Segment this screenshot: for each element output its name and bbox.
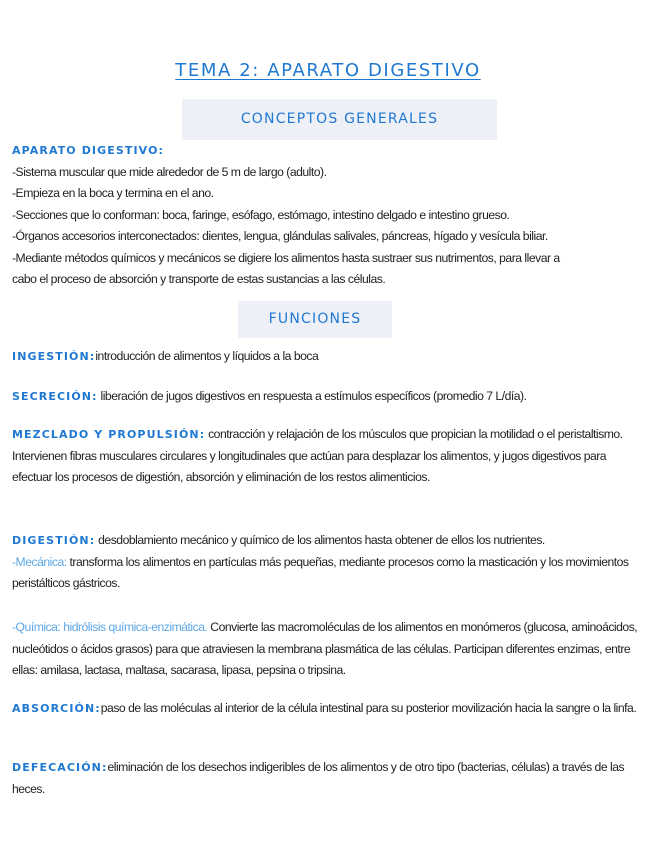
defecacion-heading: DEFECACIÓN: [12, 761, 108, 774]
aparato-line: -Empieza en la boca y termina en el ano. [12, 186, 214, 200]
aparato-heading: APARATO DIGESTIVO: [12, 144, 165, 157]
digestion-text: desdoblamiento mecánico y químico de los alimentos hasta obtener de ellos los nutrientes. [95, 533, 545, 547]
absorcion-section [12, 698, 638, 720]
section-banner-conceptos: CONCEPTOS GENERALES [182, 99, 497, 140]
secrecion-heading: SECRECIÓN: [12, 390, 98, 403]
aparato-line: -Secciones que lo conforman: boca, faringe, esófago, estómago, intestino delgado e intestino grueso. [12, 207, 510, 222]
absorcion-text: paso de las moléculas al interior de la célula intestinal para su posterior movilización hacia la sangre o la linfa. [100, 701, 637, 715]
aparato-line: cabo el proceso de absorción y transporte de estas sustancias a las células. [12, 272, 386, 286]
aparato-line: -Órganos accesorios interconectados: dientes, lengua, glándulas salivales, páncreas, hígado y vesícula biliar. [12, 229, 548, 243]
mecanica-label: -Mecánica: [12, 554, 67, 569]
defecacion-section [12, 757, 638, 800]
section-banner-funciones: FUNCIONES [238, 301, 392, 338]
aparato-line: -Sistema muscular que mide alrededor de 5 m de largo (adulto). [12, 164, 327, 179]
page-title [0, 60, 656, 81]
aparato-line: -Mediante métodos químicos y mecánicos se digiere los alimentos hasta sustraer sus nutrimentos, para llevar a [12, 250, 560, 265]
ingestion-text: introducción de alimentos y líquidos a la boca [95, 349, 319, 363]
secrecion-section [12, 386, 638, 408]
quimica-text: Convierte las macromoléculas de los alimentos en monómeros (glucosa, aminoácidos, nucleótidos o ácidos grasos) para que atraviesen la membrana plasmática de las células. Participan diferentes enzimas, entre ellas: amilasa, lactasa, maltasa, sacarasa, lipasa, pepsina o tripsina. [12, 620, 638, 677]
quimica-label: -Química: hidrólisis química-enzimática. [12, 620, 208, 634]
secrecion-text: liberación de jugos digestivos en respuesta a estímulos específicos (promedio 7 L/día). [97, 389, 527, 403]
ingestion-section [12, 346, 638, 368]
defecacion-text: eliminación de los desechos indigeribles de los alimentos y de otro tipo (bacterias, células) a través de las heces. [12, 760, 625, 796]
mezclado-heading: MEZCLADO Y PROPULSIÓN: [12, 428, 206, 441]
aparato-section [12, 140, 638, 291]
ingestion-heading: INGESTIÓN: [12, 350, 96, 363]
quimica-section [12, 617, 638, 682]
digestion-heading: DIGESTIÓN: [12, 534, 96, 547]
mezclado-text: contracción y relajación de los músculos que propician la motilidad o el peristaltismo. Intervienen fibras musculares circulares y longitudinales que actúan para desplazar los alimentos, y jugos digestivos para efectuar los procesos de digestión, absorción y eliminación de los restos alimenticios. [12, 427, 623, 484]
mecanica-text: transforma los alimentos en partículas más pequeñas, mediante procesos como la masticación y los movimientos peristálticos gástricos. [12, 554, 629, 590]
digestion-section [12, 530, 638, 595]
absorcion-heading: ABSORCIÓN: [12, 702, 101, 715]
title-text: TEMA 2: APARATO DIGESTIVO [175, 60, 481, 81]
mezclado-section [12, 424, 638, 489]
